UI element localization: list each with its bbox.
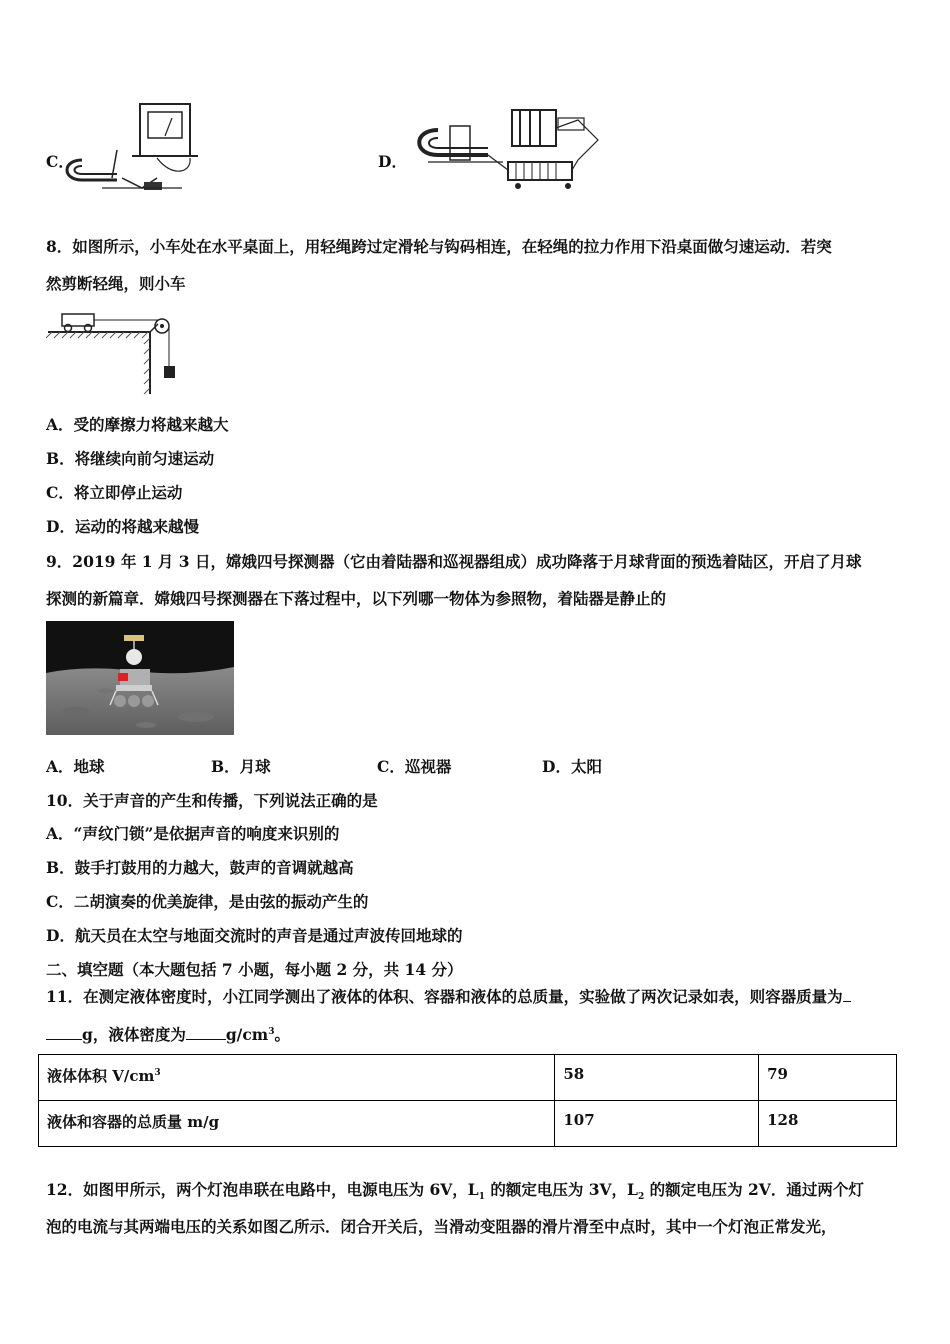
table-cell-label: 液体和容器的总质量 m/g [39,1101,555,1147]
q9-stem-line1: 9．2019 年 1 月 3 日，嫦娥四号探测器（它由着陆器和巡视器组成）成功降落于月球背面的预选着陆区，开启了月球 [46,552,862,571]
q11-blank-density[interactable] [186,1025,226,1040]
q9-stem-line2: 探测的新篇章．嫦娥四号探测器在下落过程中，以下列哪一物体为参照物，着陆器是静止的 [46,589,667,608]
q10-option-a: A．“声纹门锁”是依据声音的响度来识别的 [46,824,340,843]
table-cell-value: 107 [555,1101,759,1147]
section-title: 二、填空题（本大题包括 7 小题，每小题 2 分，共 14 分） [46,960,463,979]
q10-option-c: C．二胡演奏的优美旋律，是由弦的振动产生的 [46,892,369,911]
q8-stem-line2: 然剪断轻绳，则小车 [46,274,186,293]
q11-blank-container-mass[interactable] [46,1025,82,1040]
table-row [39,1101,897,1147]
q12-stem-line1: 12．如图甲所示，两个灯泡串联在电路中，电源电压为 6V，$L_1$ 的额定电压为 3V，$L_2$ 的额定电压为 2V．通过两个灯 [46,1180,864,1203]
q7-option-d-label: D． [378,152,407,171]
q10-stem: 10．关于声音的产生和传播，下列说法正确的是 [46,791,378,810]
q7-option-c-label: C． [46,152,74,171]
q8-stem-line1: 8．如图所示，小车处在水平桌面上，用轻绳跨过定滑轮与钩码相连，在轻绳的拉力作用下沿桌面做匀速运动．若突 [46,237,832,256]
q9-option-c: C．巡视器 [377,757,452,776]
q8-option-b: B．将继续向前匀速运动 [46,449,215,468]
table-cell-label: 液体体积 $V/cm^3$ [39,1055,555,1101]
table-cell-value: 79 [759,1055,897,1101]
q11-stem-line1: 11．在测定液体密度时，小江同学测出了液体的体积、容器和液体的总质量，实验做了两次记录如表，则容器质量为 [46,987,851,1007]
q7-option-d-figure [408,100,604,196]
table-cell-value: 58 [555,1055,759,1101]
q9-option-b: B．月球 [211,757,271,776]
q10-option-b: B．鼓手打鼓用的力越大，鼓声的音调就越高 [46,858,354,877]
q8-option-a: A．受的摩擦力将越来越大 [46,415,229,434]
q8-cart-pulley-figure [46,306,196,398]
q8-option-c: C．将立即停止运动 [46,483,183,502]
q11-stem-line2: g，液体密度为 $g/cm^3$。 [46,1022,290,1045]
q8-option-d: D．运动的将越来越慢 [46,517,199,536]
q11-data-table [38,1054,897,1147]
table-cell-value: 128 [759,1101,897,1147]
q7-option-c-figure [62,98,202,196]
q12-stem-line2: 泡的电流与其两端电压的关系如图乙所示．闭合开关后，当滑动变阻器的滑片滑至中点时，其中一个灯泡正常发光， [46,1217,837,1236]
q9-lunar-rover-photo [46,621,234,735]
q9-option-a: A．地球 [46,757,105,776]
table-row [39,1055,897,1101]
q9-option-d: D．太阳 [542,757,602,776]
q10-option-d: D．航天员在太空与地面交流时的声音是通过声波传回地球的 [46,926,463,945]
